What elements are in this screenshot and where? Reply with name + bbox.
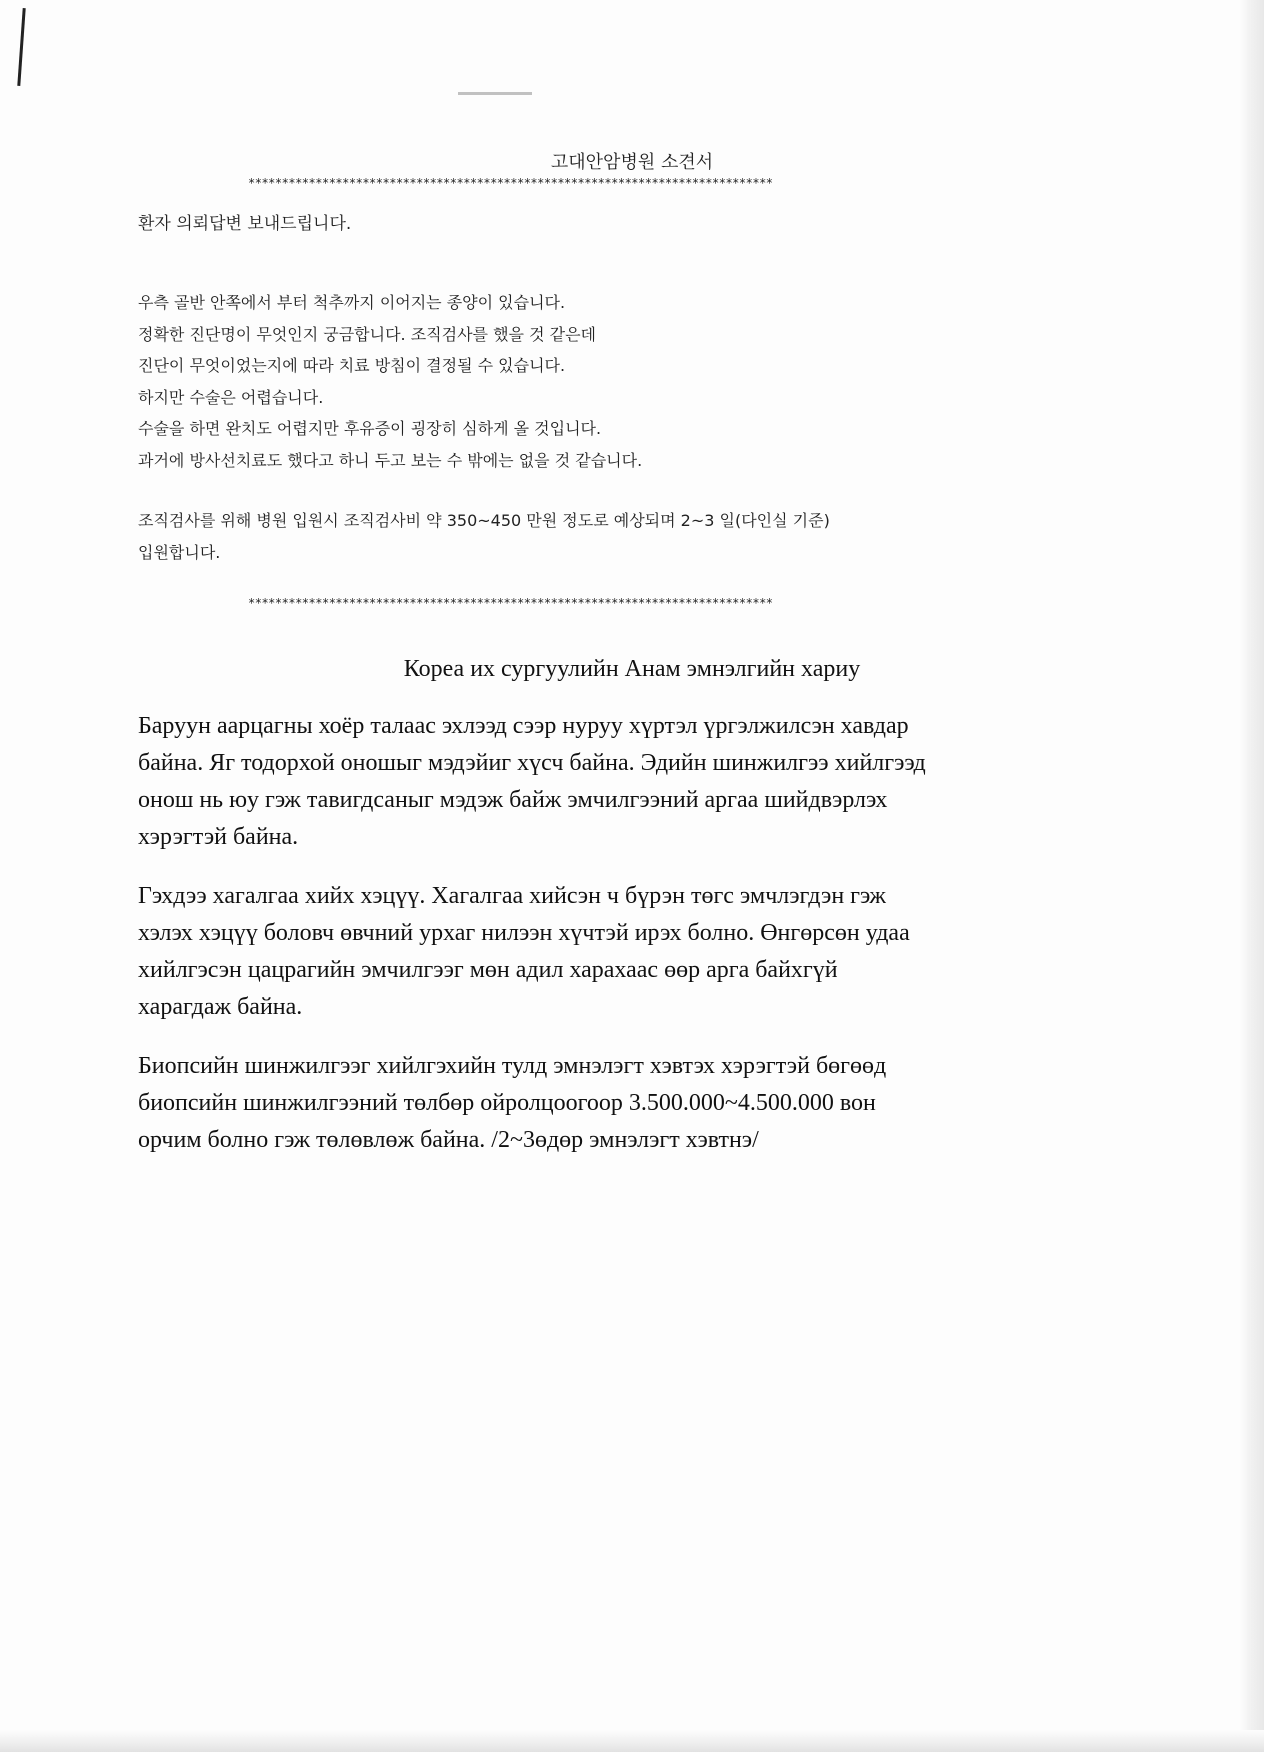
mongolian-line: хийлгэсэн цацрагийн эмчилгээг мөн адил харахаас өөр арга байхгүй [138, 957, 838, 983]
mongolian-line: Гэхдээ хагалгаа хийх хэцүү. Хагалгаа хийсэн ч бүрэн төгс эмчлэгдэн гэж [138, 883, 886, 909]
mongolian-line: харагдаж байна. [138, 994, 303, 1020]
mongolian-paragraph [138, 878, 1098, 1026]
korean-cost-note [138, 505, 1098, 568]
mongolian-line: Биопсийн шинжилгээг хийлгэхийн тулд эмнэлэгт хэвтэх хэрэгтэй бөгөөд [138, 1053, 887, 1079]
scan-edge-bottom [0, 1730, 1264, 1752]
korean-body-line: 우측 골반 안쪽에서 부터 척추까지 이어지는 종양이 있습니다. [138, 293, 566, 312]
mongolian-title: Кореа их сургуулийн Анам эмнэлгийн хариу [403, 656, 861, 682]
korean-body-line: 하지만 수술은 어렵습니다. [138, 387, 324, 407]
korean-body-line: 정확한 진단명이 무엇인지 궁금합니다. 조직검사를 했을 것 같은데 [138, 324, 597, 344]
mongolian-line: байна. Яг тодорхой оношыг мэдэйиг хүсч байна. Эдийн шинжилгээ хийлгээд [138, 750, 926, 776]
mongolian-line: биопсийн шинжилгээний төлбөр ойролцоогоор 3.500.000~4.500.000 вон [138, 1090, 876, 1116]
korean-body-line: 수술을 하면 완치도 어렵지만 후유증이 굉장히 심하게 올 것입니다. [138, 419, 602, 438]
mongolian-line: орчим болно гэж төлөвлөж байна. /2~3өдөр эмнэлэгт хэвтнэ/ [138, 1127, 759, 1153]
scan-pen-mark [17, 8, 25, 86]
korean-body-line: 과거에 방사선치료도 했다고 하니 두고 보는 수 밖에는 없을 것 같습니다. [138, 450, 643, 470]
separator-stars-top: ****************************************************************************** [248, 176, 773, 190]
separator-stars-bottom: ****************************************************************************** [248, 596, 773, 610]
korean-intro: 환자 의뢰답변 보내드립니다. [138, 214, 352, 234]
korean-body [138, 287, 1078, 476]
korean-cost-line: 입원합니다. [138, 542, 221, 562]
mongolian-body [138, 708, 1098, 1181]
korean-body-line: 진단이 무엇이었는지에 따라 치료 방침이 결정될 수 있습니다. [138, 356, 566, 375]
scan-edge-right [1240, 0, 1264, 1752]
scan-smudge [458, 92, 532, 95]
mongolian-paragraph [138, 1048, 1098, 1159]
mongolian-line: хэрэгтэй байна. [138, 824, 299, 850]
korean-cost-line: 조직검사를 위해 병원 입원시 조직검사비 약 350~450 만원 정도로 예상되며 2~3 일(다인실 기준) [138, 511, 830, 530]
mongolian-paragraph [138, 708, 1098, 856]
korean-title: 고대안암병원 소견서 [550, 152, 714, 173]
mongolian-line: Баруун аарцагны хоёр талаас эхлээд сээр нуруу хүртэл үргэлжилсэн хавдар [138, 713, 909, 739]
mongolian-line: хэлэх хэцүү боловч өвчний урхаг нилээн хүчтэй ирэх болно. Өнгөрсөн удаа [138, 920, 910, 946]
mongolian-line: онош нь юу гэж тавигдсаныг мэдэж байж эмчилгээний аргаа шийдвэрлэх [138, 787, 888, 813]
